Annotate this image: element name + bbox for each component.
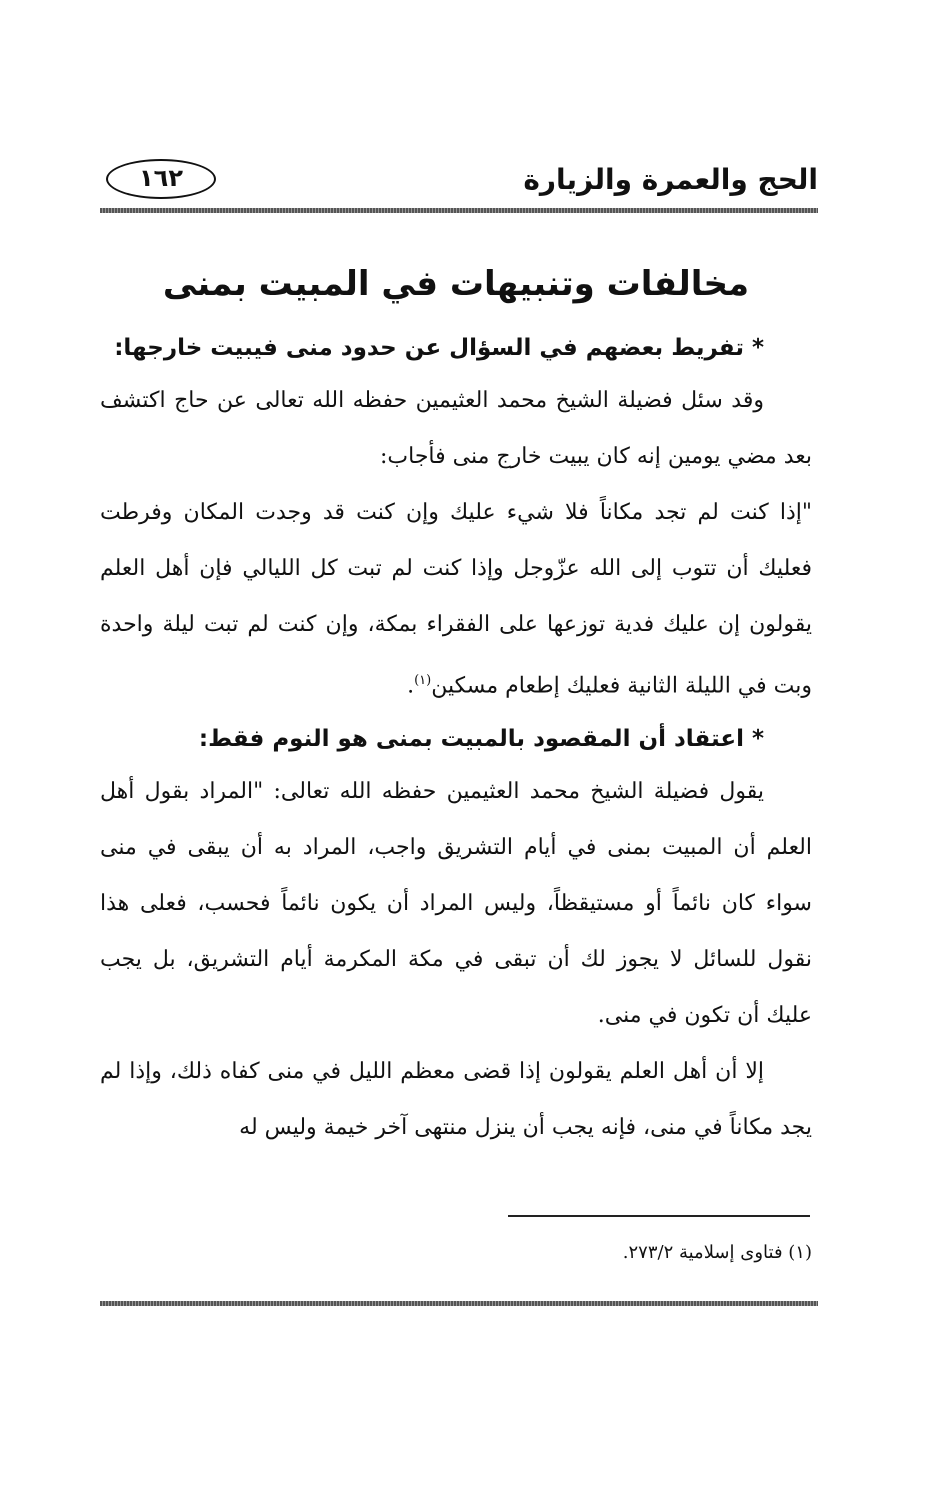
header-rule <box>100 208 818 213</box>
paragraph-tail: . <box>407 673 415 699</box>
footer-rule <box>100 1301 818 1306</box>
section-title: مخالفات وتنبيهات في المبيت بمنى <box>162 264 750 304</box>
page-header <box>100 155 818 207</box>
paragraph-text: "إذا كنت لم تجد مكاناً فلا شيء عليك وإن كنت قد وجدت المكان وفرطت فعليك أن تتوب إلى الله عزّوجل وإذا كنت لم تبت كل الليالي فإن أهل العلم يقولون إن عليك فدية توزعها على الفقراء بمكة، وإن كنت لم تبت ليلة واحدة وبت في الليلة الثانية فعليك إطعام مسكين <box>100 500 812 699</box>
paragraph <box>100 485 812 714</box>
subheading: * تفريط بعضهم في السؤال عن حدود منى فيبيت خارجها: <box>114 335 764 361</box>
footnote: (١) فتاوى إسلامية ٢٧٣/٢. <box>622 1242 812 1263</box>
footnote-ref: (١) <box>414 673 432 688</box>
footnote-separator <box>508 1215 810 1217</box>
subheading: * اعتقاد أن المقصود بالمبيت بمنى هو النوم فقط: <box>198 726 764 753</box>
paragraph: إلا أن أهل العلم يقولون إذا قضى معظم الليل في منى كفاه ذلك، وإذا لم يجد مكاناً في منى، فإنه يجب أن ينزل منتهى آخر خيمة وليس له <box>100 1059 812 1141</box>
paragraph: يقول فضيلة الشيخ محمد العثيمين حفظه الله تعالى: "المراد بقول أهل العلم أن المبيت بمنى في أيام التشريق واجب، المراد به أن يبقى في منى سواء كان نائماً أو مستيقظاً، وليس المراد أن يكون نائماً فحسب، فعلى هذا نقول للسائل لا يجوز لك أن تبقى في مكة المكرمة أيام التشريق، بل يجب عليك أن تكون في منى. <box>100 779 812 1029</box>
paragraph: وقد سئل فضيلة الشيخ محمد العثيمين حفظه الله تعالى عن حاج اكتشف بعد مضي يومين إنه كان يبيت خارج منى فأجاب: <box>100 388 812 469</box>
page-number: ١٦٢ <box>106 159 216 199</box>
page-body <box>100 245 812 1156</box>
book-title: الحج والعمرة والزيارة <box>523 163 818 196</box>
